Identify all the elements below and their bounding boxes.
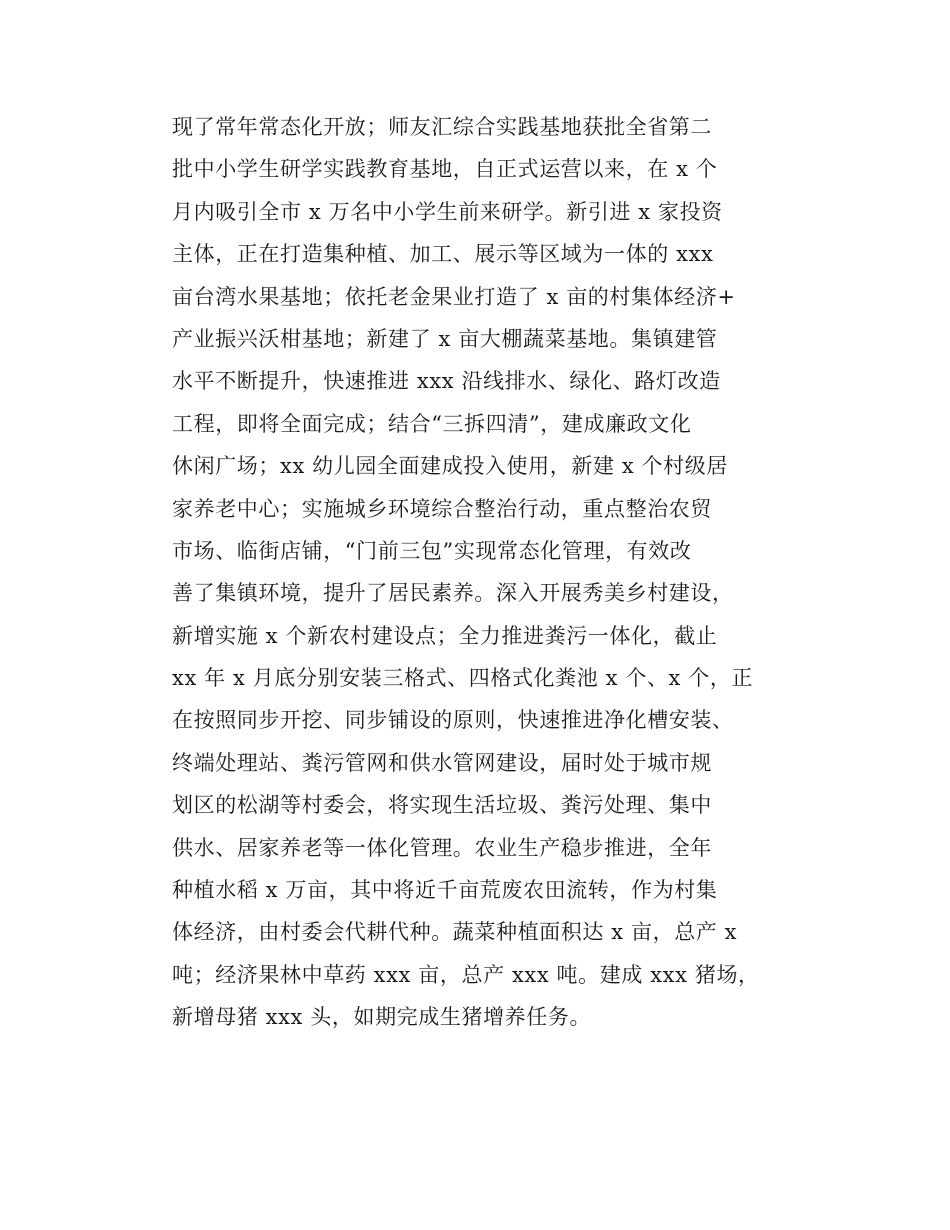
text-line: 水平不断提升，快速推进 xxx 沿线排水、绿化、路灯改造 (172, 369, 721, 394)
text-line: 家养老中心；实施城乡环境综合整治行动，重点整治农贸 (172, 496, 712, 521)
text-line: 在按照同步开挖、同步铺设的原则，快速推进净化槽安装、 (172, 708, 734, 733)
text-line: 体经济，由村委会代耕代种。蔬菜种植面积达 x 亩，总产 x (172, 920, 738, 945)
text-line: 终端处理站、粪污管网和供水管网建设，届时处于城市规 (172, 750, 712, 775)
text-line: 供水、居家养老等一体化管理。农业生产稳步推进，全年 (172, 835, 712, 860)
text-line: 新增母猪 xxx 头，如期完成生猪增养任务。 (172, 1005, 592, 1030)
text-line: 种植水稻 x 万亩，其中将近千亩荒废农田流转，作为村集 (172, 878, 718, 903)
text-line: 市场、临街店铺，“门前三包”实现常态化管理，有效改 (172, 538, 692, 563)
text-line: 主体，正在打造集种植、加工、展示等区域为一体的 xxx (172, 242, 714, 267)
text-line: 现了常年常态化开放；师友汇综合实践基地获批全省第二 (172, 115, 712, 139)
text-line: 亩台湾水果基地；依托老金果业打造了 x 亩的村集体经济+ (172, 284, 736, 309)
body-paragraph (172, 106, 822, 1039)
text-line: 划区的松湖等村委会，将实现生活垃圾、粪污处理、集中 (172, 793, 712, 818)
text-line: 吨；经济果林中草药 xxx 亩，总产 xxx 吨。建成 xxx 猪场， (172, 962, 760, 987)
text-line: 月内吸引全市 x 万名中小学生前来研学。新引进 x 家投资 (172, 199, 723, 224)
text-line: 工程，即将全面完成；结合“三拆四清”，建成廉政文化 (172, 411, 692, 436)
text-line: 批中小学生研学实践教育基地，自正式运营以来，在 x 个 (172, 157, 718, 182)
text-line: 产业振兴沃柑基地；新建了 x 亩大棚蔬菜基地。集镇建管 (172, 326, 718, 351)
text-line: 新增实施 x 个新农村建设点；全力推进粪污一体化，截止 (172, 623, 718, 648)
text-line: xx 年 x 月底分别安装三格式、四格式化粪池 x 个、x 个，正 (172, 666, 754, 691)
text-line: 善了集镇环境，提升了居民素养。深入开展秀美乡村建设， (172, 581, 734, 606)
text-line: 休闲广场；xx 幼儿园全面建成投入使用，新建 x 个村级居 (172, 454, 728, 479)
